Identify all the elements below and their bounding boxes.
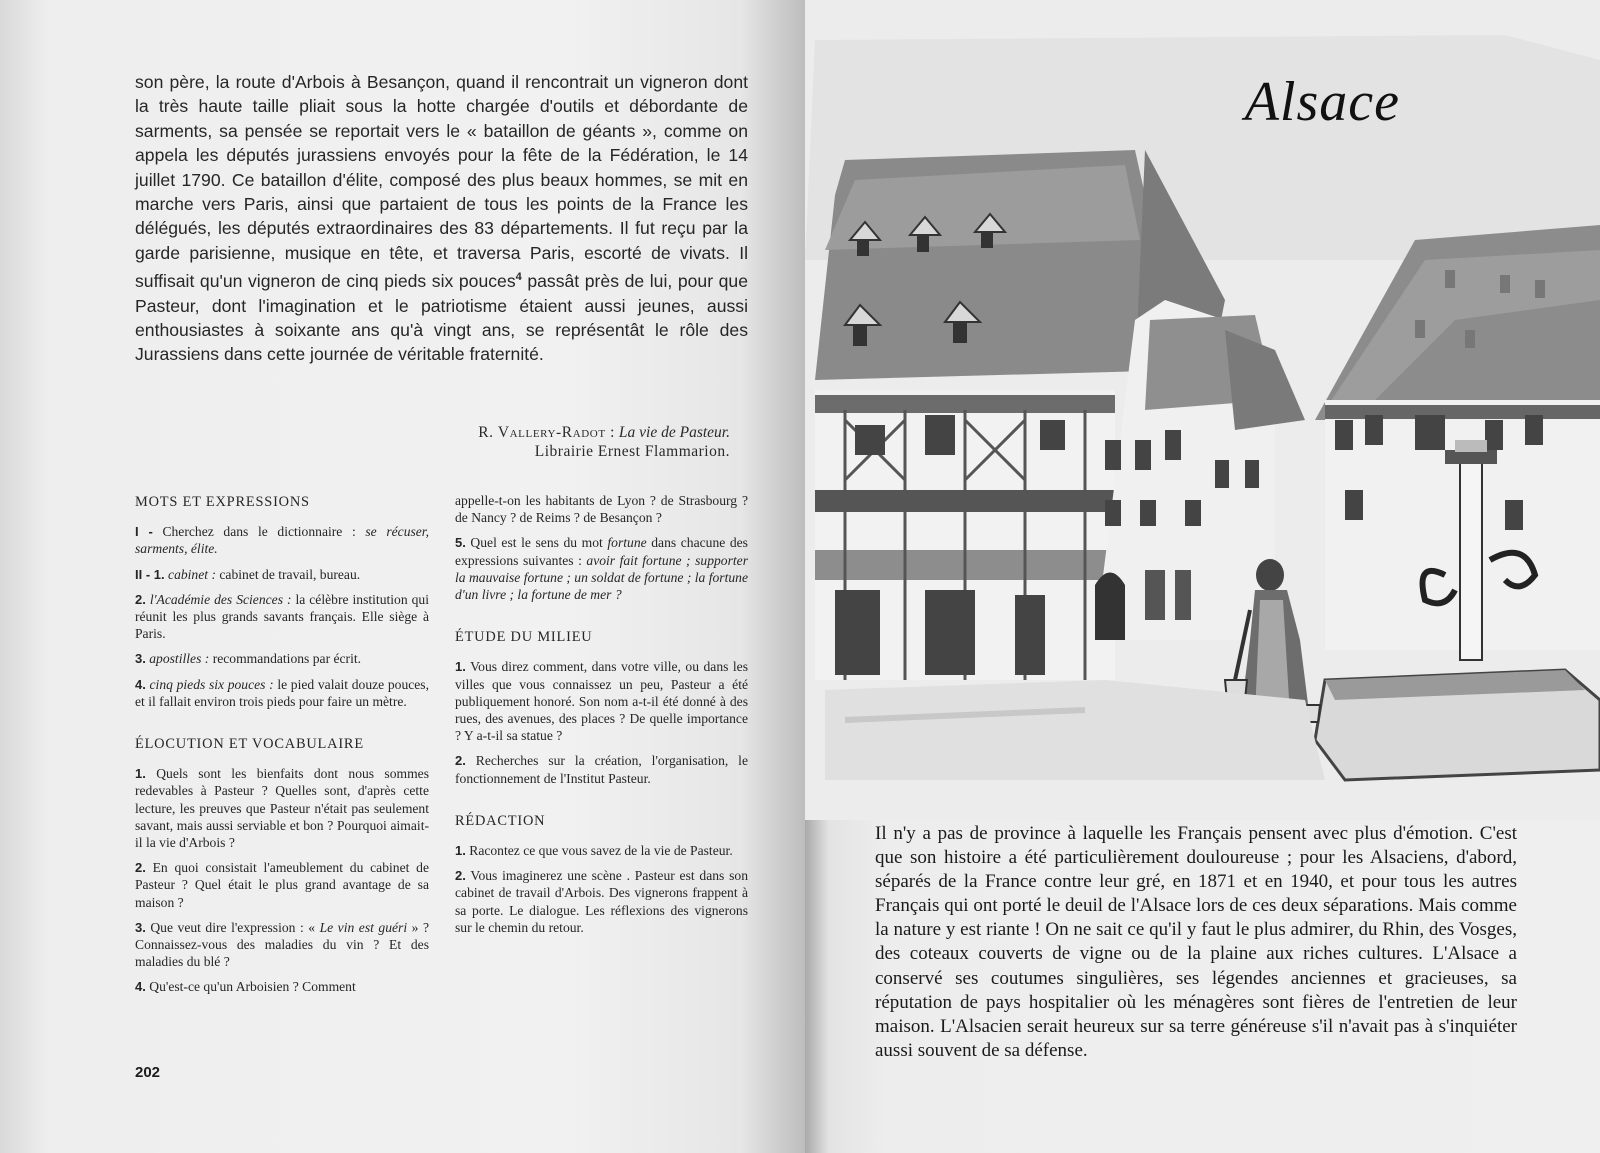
item-italic: fortune [607,535,647,551]
item-number: 1. [455,843,466,859]
item-continuation: appelle-t-on les habitants de Lyon ? de Strasbourg ? de Nancy ? de Reims ? de Besançon ? [455,493,748,526]
section-heading-elocution: ÉLOCUTION ET VOCABULAIRE [135,736,364,753]
page-number: 202 [135,1064,161,1081]
exercise-item [135,591,429,643]
exercise-item [455,752,748,786]
exercise-item [455,842,748,859]
item-number: 4. [135,676,146,692]
item-number: 2. [455,868,466,884]
item-text: cabinet de travail, bureau. [219,566,361,582]
intro-paragraph: Il n'y a pas de province à laquelle les Français pensent avec plus d'émotion. C'est que son histoire a été particulièrement douloureuse ; pour les Alsaciens, d'abord, séparés de la France contre leur gré, en 1871 et en 1940, et pour tous les autres Français qui ont porté le deuil de l'Alsace lors de ces deux séparations. Mais comme la nature y est riante ! On ne sait ce qu'il y faut le plus admirer, du Rhin, des Vosges, des coteaux couverts de vigne ou de la plaine aux riches cultures. L'Alsace a conservé ses coutumes singulières, ses légendes anciennes et gracieuses, sa réputation de pays hospitalier où les ménagères sont fières de l'entretien de leur maison. L'Alsacien serait heureux sur sa terre généreuse s'il n'avait pas à s'inquiéter aussi souvent de sa défense. [875,823,1517,1061]
item-text: » ? Connaissez-vous des maladies du vin ? Et des maladies du blé ? [135,919,429,970]
exercise-item [135,676,429,710]
item-text: Recherches sur la création, l'organisation, le fonctionnement de l'Institut Pasteur. [455,753,748,786]
item-text: Quels sont les bienfaits dont nous sommes redevables à Pasteur ? Quelles sont, d'après cette lecture, les preuves que Pasteur n'était pas seulement savant, mais aussi serviable et bon ? Pourquoi aimait-il la vie d'Arbois ? [135,766,429,851]
exercise-item [135,566,429,583]
item-number: 3. [135,919,146,935]
exercise-item [455,534,748,603]
credit-author: R. Vallery-Radot : [478,424,616,441]
item-text: la célèbre institution qui réunit les plus grands savants français. Elle siège à Paris. [135,591,429,642]
credit-publisher: Librairie Ernest Flammarion. [534,443,730,460]
item-text: recommandations par écrit. [212,651,362,667]
exercise-item [135,650,429,667]
item-text: Quel est le sens du mot [470,535,603,551]
prose-text-end: passât près de lui, pour que Pasteur, dont l'imagination et le patriotisme étaient aussi jeunes, aussi enthousiastes à soixante ans qu'à vingt ans, se représentât le rôle des Jurassiens dans cette journée de véritable fraternité. [135,271,749,365]
item-number: 2. [135,860,146,876]
item-text: le pied valait douze pouces, et il fallait environ trois pieds pour faire un mètre. [135,676,429,709]
credit-work: La vie de Pasteur. [618,424,730,441]
exercise-item [135,919,429,971]
item-number: 1. [455,659,466,675]
item-text: Vous direz comment, dans votre ville, ou dans les villes que vous connaissez un peu, Pasteur a été publiquement honoré. Son nom a-t-il été donné à des rues, des avenues, des places ? De quelle importance ? Y a-t-il sa statue ? [455,659,748,744]
item-number: I - [135,524,153,540]
exercise-column-left [135,494,429,1004]
page-title: Alsace [1244,71,1400,133]
item-number: II - 1. [135,566,165,582]
footnote-ref: 4 [515,271,522,284]
alsace-town-illustration [805,0,1600,820]
source-credit [380,423,730,461]
item-number: 4. [135,979,146,995]
item-text: dans chacune des expressions suivantes : [455,535,748,568]
exercise-column-right [455,492,748,944]
exercise-item [455,867,748,936]
exercise-item [135,765,429,851]
item-text: Vous imaginerez une scène . Pasteur est dans son cabinet de travail d'Arbois. Des vignerons frappent à sa porte. Le dialogue. Les réflexions des vignerons sur le chemin du retour. [455,868,748,935]
item-text: En quoi consistait l'ameublement du cabinet de Pasteur ? Quel était le plus grand avantage de sa maison ? [135,860,429,910]
exercise-item [135,978,429,995]
item-italic: l'Académie des Sciences : [149,591,292,607]
item-text: Qu'est-ce qu'un Arboisien ? Comment [149,979,356,995]
item-number: 2. [455,753,466,769]
item-number: 5. [455,535,466,551]
section-heading-mots: MOTS ET EXPRESSIONS [135,494,310,510]
item-text: Racontez ce que vous savez de la vie de Pasteur. [469,843,733,859]
prose-passage [135,70,748,367]
item-italic: cinq pieds six pouces : [149,676,274,692]
item-text: Cherchez dans le dictionnaire : [162,524,356,540]
item-italic: cabinet : [168,566,216,582]
item-italic: Le vin est guéri [319,919,408,935]
item-text: Que veut dire l'expression : « [150,919,316,935]
item-number: 2. [135,591,146,607]
right-page [805,0,1600,1153]
exercise-item [135,859,429,911]
exercise-item [455,658,748,744]
item-italic: se récuser, sarments, élite. [135,524,429,557]
prose-text: son père, la route d'Arbois à Besançon, quand il rencontrait un vigneron dont la très haute taille pliait sous la hotte chargée d'outils et débordante de sarments, sa pensée se reportait vers le « bataillon de géants », comme on appela les députés jurassiens envoyés pour la fête de la Fédération, le 14 juillet 1790. Ce bataillon d'élite, composé des plus beaux hommes, se mit en marche vers Paris, ainsi que partaient de tous les points de la France les délégués, les députés extraordinaires des 83 départements. Il fut reçu par la garde parisienne, musique en tête, et traversa Paris, escorté de vivats. Il suffisait qu'un vigneron de cinq pieds six pouces [135,72,748,292]
item-number: 3. [135,651,146,667]
section-heading-redaction: RÉDACTION [455,812,546,829]
item-italic: avoir fait fortune ; supporter la mauvaise fortune ; un soldat de fortune ; la fortune d'un livre ; la fortune de mer ? [455,552,748,603]
item-number: 1. [135,766,146,782]
item-italic: apostilles : [149,651,210,667]
section-heading-etude: ÉTUDE DU MILIEU [455,629,593,646]
exercise-item [135,523,429,557]
